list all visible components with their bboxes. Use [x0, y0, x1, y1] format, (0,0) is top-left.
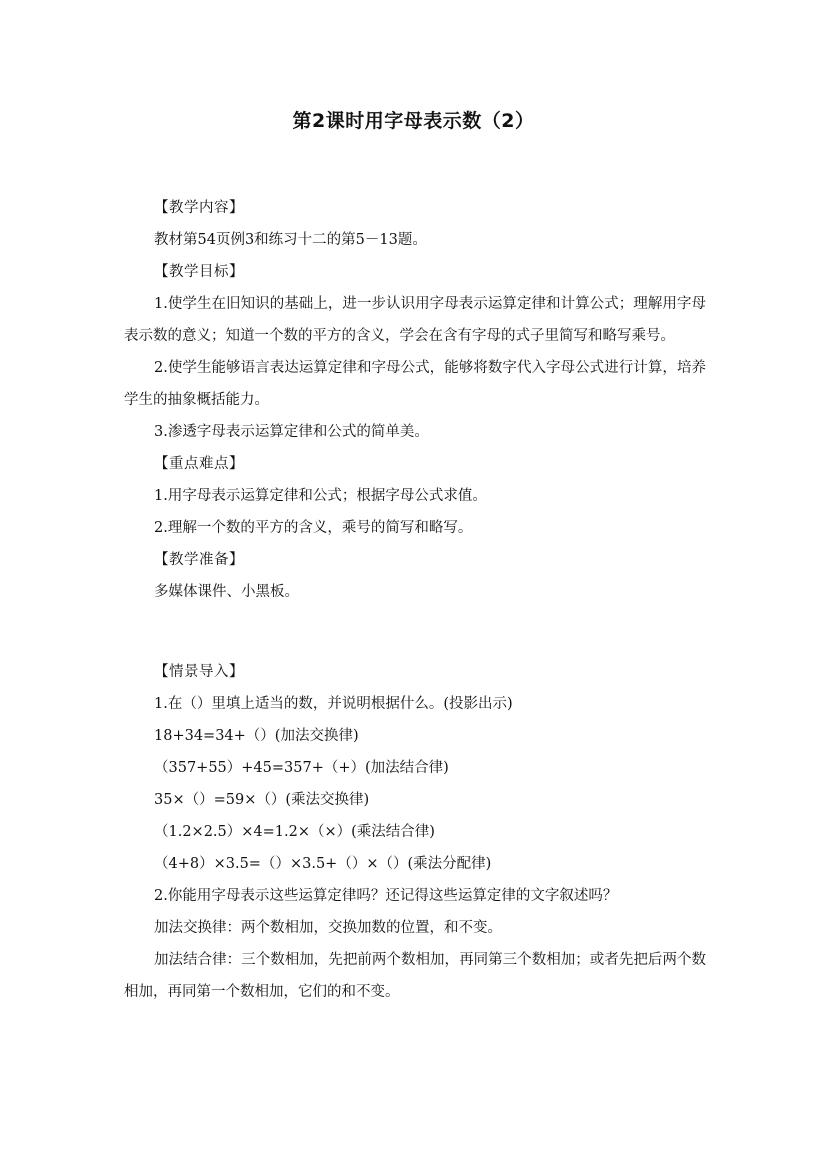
paragraph: 加法交换律：两个数相加，交换加数的位置，和不变。 — [154, 920, 502, 936]
equation-line: （1.2×2.5）×4=1.2×（×）(乘法结合律) — [154, 824, 435, 840]
paragraph: 3.渗透字母表示运算定律和公式的简单美。 — [154, 424, 429, 440]
paragraph: 2.理解一个数的平方的含义，乘号的简写和略写。 — [154, 520, 473, 536]
section-heading-intro: 【情景导入】 — [154, 664, 244, 680]
section-heading-goals: 【教学目标】 — [154, 264, 244, 280]
section-heading-key-points: 【重点难点】 — [154, 456, 244, 472]
page-title: 第2课时用字母表示数（2） — [292, 110, 535, 132]
document-body — [124, 192, 706, 1008]
paragraph: 加法结合律：三个数相加，先把前两个数相加，再同第三个数相加；或者先把后两个数相加，再同第一个数相加，它们的和不变。 — [124, 952, 706, 1000]
paragraph: 2.使学生能够语言表达运算定律和字母公式，能够将数字代入字母公式进行计算，培养学生的抽象概括能力。 — [124, 360, 706, 408]
equation-line: （357+55）+45=357+（+）(加法结合律) — [154, 760, 449, 776]
equation-line: 35×（）=59×（）(乘法交换律) — [154, 792, 370, 808]
section-heading-preparation: 【教学准备】 — [154, 552, 244, 568]
equation-line: （4+8）×3.5=（）×3.5+（）×（）(乘法分配律) — [154, 856, 492, 872]
paragraph: 1.在（）里填上适当的数，并说明根据什么。(投影出示) — [154, 696, 513, 712]
equation-line: 18+34=34+（）(加法交换律) — [154, 728, 359, 744]
paragraph: 教材第54页例3和练习十二的第5－13题。 — [154, 232, 427, 248]
section-heading-content: 【教学内容】 — [154, 200, 244, 216]
paragraph: 1.用字母表示运算定律和公式；根据字母公式求值。 — [154, 488, 487, 504]
paragraph: 1.使学生在旧知识的基础上，进一步认识用字母表示运算定律和计算公式；理解用字母表示数的意义；知道一个数的平方的含义，学会在含有字母的式子里简写和略写乘号。 — [124, 296, 706, 344]
paragraph: 2.你能用字母表示这些运算定律吗？还记得这些运算定律的文字叙述吗？ — [154, 888, 618, 904]
paragraph: 多媒体课件、小黑板。 — [154, 584, 299, 600]
